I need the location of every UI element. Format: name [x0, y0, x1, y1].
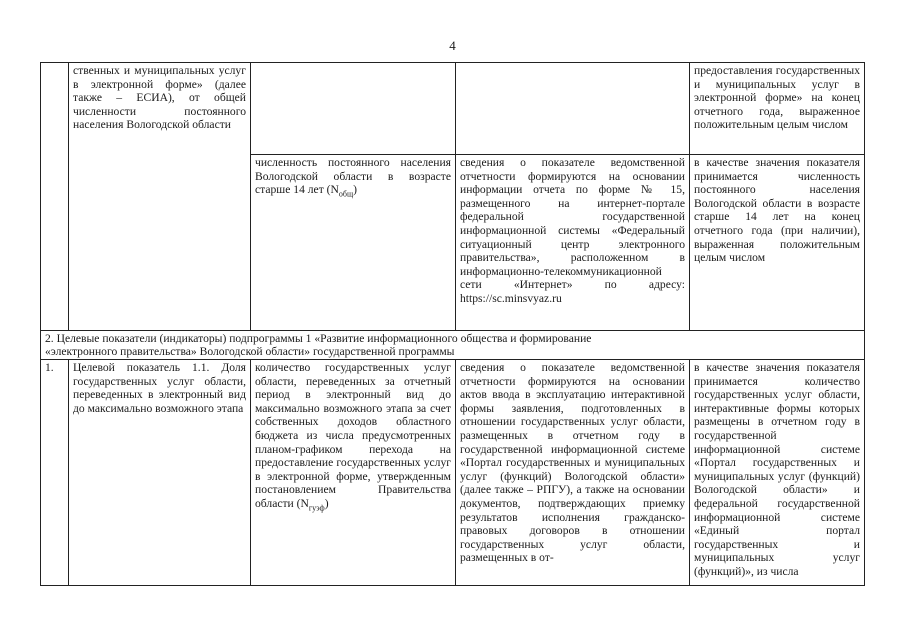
source-cell: [456, 360, 690, 586]
indicator-name-text: ственных и муниципальных услуг в электронной форме» (далее также – ЕСИА), от общей численности постоянного населения Вологодской области: [73, 64, 246, 132]
formula-cell: [251, 360, 456, 586]
number-cell: [41, 63, 69, 331]
indicators-table: [40, 62, 865, 586]
method-text: предоставления государственных и муниципальных услуг в электронной форме» на конец отчетного года, выраженное положительным целым числом: [694, 64, 860, 132]
method-text: в качестве значения показателя принимается количество государственных услуг области, интерактивные формы которых размещены в отчетном году в государственной информационной системе «Портал государственных и муниципальных услуг (функций) Вологодской области» и федеральной государственной информационной системе «Единый портал государственных и муниципальных услуг (функций)», из числа: [694, 361, 860, 578]
method-cell: [690, 63, 865, 155]
indicator-name-cell: [69, 63, 251, 331]
method-cell: [690, 360, 865, 586]
page-number: 4: [449, 38, 456, 53]
source-cell: [456, 155, 690, 331]
indicator-name-cell: [69, 360, 251, 586]
table-row: [41, 360, 865, 586]
source-text: сведения о показателе ведомственной отчетности формируются на основании актов ввода в эксплуатацию интерактивной формы заявления, подготовленных в отношении государственных услуг области, размещенных в отчетном году в государственной информационной системе «Портал государственных и муниципальных услуг (функций) Вологодской области» (далее также – РПГУ), а также на основании документов, подтверждающих приемку результатов исполнения гражданско-правовых договоров в отношении государственных услуг области, размещенных в от-: [460, 361, 685, 565]
formula-cell: [251, 63, 456, 155]
section-heading-row: [41, 331, 865, 360]
row-number: 1.: [45, 361, 54, 374]
section-heading-line-2: «электронного правительства» Вологодской области» государственной программы: [45, 345, 455, 358]
source-cell: [456, 63, 690, 155]
number-cell: [41, 360, 69, 586]
indicator-definition-text: количество государственных услуг области, переведенных за отчетный период в электронный вид до максимально возможного этапа за счет собственных доходов областного бюджета из числа предусмотренных планом-графиком перехода на предоставление государственных услуг в электронной форме, утвержденным постановлением Правительства области $(N_{гуэф})$: [255, 361, 451, 513]
section-heading-cell: [41, 331, 865, 360]
section-heading-line-1: 2. Целевые показатели (индикаторы) подпрограммы 1 «Развитие информационного общества и формирование: [45, 332, 592, 345]
method-cell: [690, 155, 865, 331]
source-text: сведения о показателе ведомственной отчетности формируются на основании информации отчета по форме № 15, размещенного на интернет-портале федеральной государственной информационной системы «Федеральный ситуационный центр электронного правительства», расположенном в информационно-телекоммуникационной сети «Интернет» по адресу: https://sc.minsvyaz.ru: [460, 156, 685, 305]
indicator-name-text: Целевой показатель 1.1. Доля государственных услуг области, переведенных в электронный вид до максимально возможного этапа: [73, 361, 246, 415]
indicator-definition-text: численность постоянного населения Вологодской области в возрасте старше 14 лет $(N_{общ})$: [255, 156, 451, 199]
formula-cell: [251, 155, 456, 331]
table-row: [41, 63, 865, 155]
method-text: в качестве значения показателя принимается численность постоянного населения Вологодской области в возрасте старше 14 лет на конец отчетного года (при наличии), выраженная положительным целым числом: [694, 156, 860, 265]
